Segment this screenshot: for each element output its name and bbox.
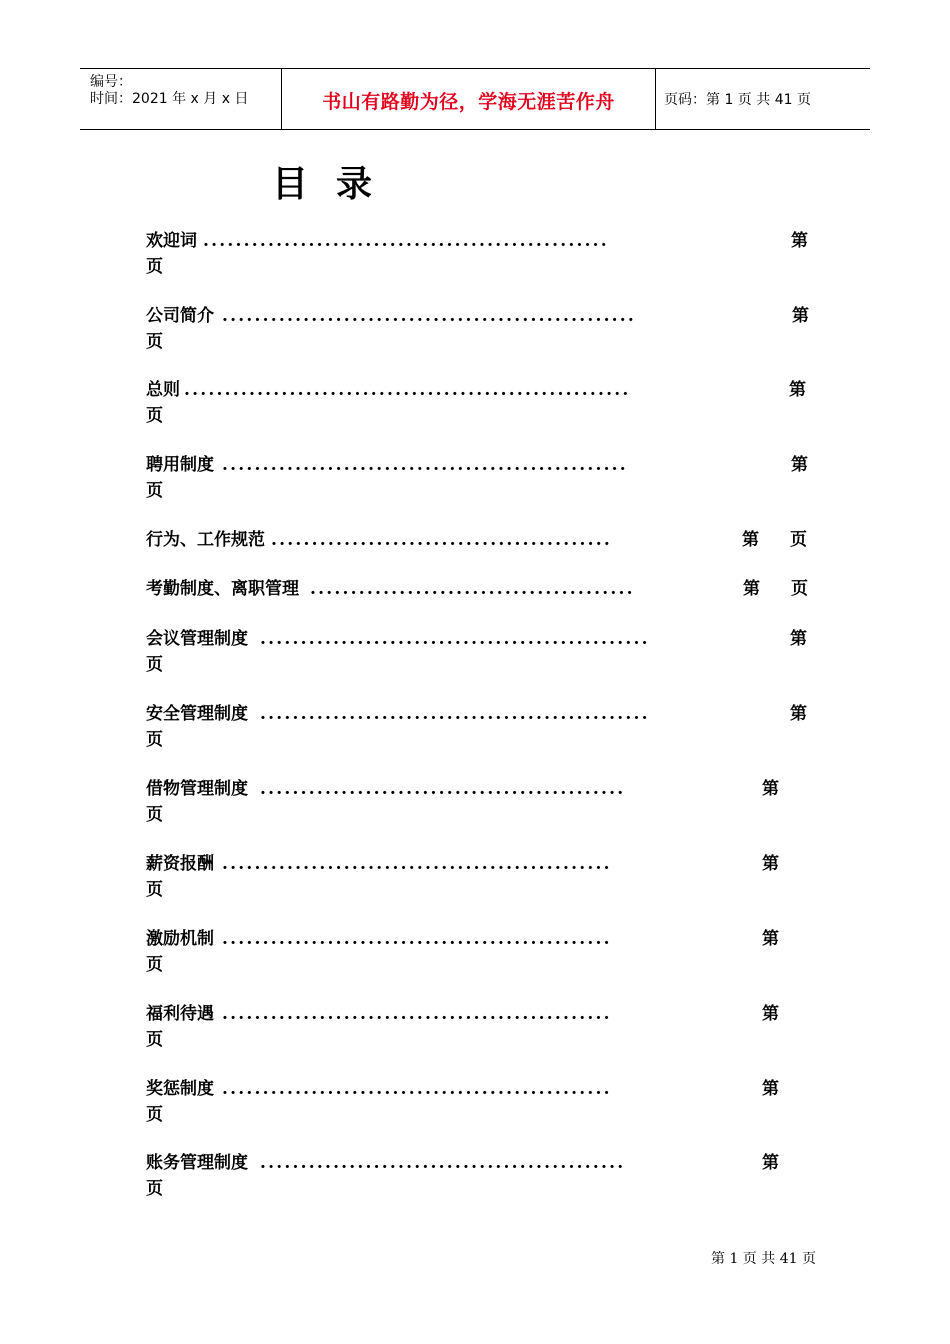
toc-entry[interactable] (146, 701, 826, 753)
toc-leader-dots: ................................................... (222, 306, 637, 326)
toc-entry-line (146, 776, 826, 802)
toc-page-suffix: 页 (146, 406, 163, 426)
toc-entry-continuation (146, 952, 826, 978)
header-info-cell (80, 69, 281, 129)
toc-entry-continuation (146, 802, 826, 828)
toc-entry-label: 借物管理制度 (146, 779, 248, 799)
toc-entry-label: 公司简介 (146, 306, 214, 326)
toc-leader-dots: ................................................ (222, 929, 612, 949)
toc-entry-line (146, 851, 826, 877)
toc-leader-dots: ................................................ (222, 1004, 612, 1024)
toc-page-suffix: 页 (146, 805, 163, 825)
toc-page-word: 第 (762, 779, 779, 799)
header-page-cell (655, 69, 870, 129)
toc-leader-dots: ............................................. (260, 779, 626, 799)
toc-leader-dots: ................................................ (260, 704, 650, 724)
toc-page-suffix: 页 (146, 655, 163, 675)
toc-entry-continuation (146, 403, 826, 429)
toc-entry[interactable] (146, 1001, 826, 1053)
toc-entry-line (146, 1150, 826, 1176)
toc-entry-continuation (146, 1027, 826, 1053)
toc-page-word: 第 (791, 231, 808, 251)
toc-entry[interactable] (146, 527, 826, 553)
toc-page-word: 第 (790, 704, 807, 724)
toc-entry[interactable] (146, 1150, 826, 1202)
toc-entry-continuation (146, 727, 826, 753)
toc-entry-continuation (146, 1176, 826, 1202)
toc-entry[interactable] (146, 626, 826, 678)
toc-page-suffix: 页 (146, 481, 163, 501)
toc-leader-dots: ................................................ (222, 1079, 612, 1099)
toc-page-suffix: 页 (146, 257, 163, 277)
toc-page-word: 第 (791, 455, 808, 475)
toc-entry-label: 聘用制度 (146, 455, 214, 475)
toc-entry-label: 奖惩制度 (146, 1079, 214, 1099)
toc-page-word: 第 (790, 629, 807, 649)
toc-leader-dots: .................................................. (203, 231, 609, 251)
toc-page-word: 第 (762, 929, 779, 949)
toc-entry-line (146, 1001, 826, 1027)
toc-page-suffix: 页 (146, 880, 163, 900)
header-page-info: 页码：第 1 页 共 41 页 (664, 92, 811, 108)
toc-page-suffix: 页 (146, 1105, 163, 1125)
header-motto: 书山有路勤为径，学海无涯苦作舟 (322, 91, 615, 113)
toc-page-word: 第 (762, 1004, 779, 1024)
toc-entry-label: 考勤制度、离职管理 (146, 579, 299, 599)
toc-entry-label: 薪资报酬 (146, 854, 214, 874)
toc-entry-line (146, 303, 826, 329)
toc-page-word: 第 (762, 1153, 779, 1173)
toc-entry[interactable] (146, 377, 826, 429)
toc-entry-line (146, 228, 826, 254)
toc-entry-line (146, 626, 826, 652)
toc-leader-dots: ................................................ (222, 854, 612, 874)
toc-entry[interactable] (146, 303, 826, 355)
toc-entry-label: 欢迎词 (146, 231, 197, 251)
toc-entry-continuation (146, 254, 826, 280)
toc-entry-label: 激励机制 (146, 929, 214, 949)
toc-page-word: 第 (789, 380, 806, 400)
document-number-label: 编号： (90, 74, 132, 90)
toc-leader-dots: .................................................. (222, 455, 628, 475)
toc-entry-label: 福利待遇 (146, 1004, 214, 1024)
toc-entry[interactable] (146, 576, 826, 602)
toc-leader-dots: ................................................ (260, 629, 650, 649)
toc-page-suffix: 页 (146, 1030, 163, 1050)
toc-page-word: 第 (792, 306, 809, 326)
toc-leader-dots: ....................................................... (184, 380, 631, 400)
toc-entry-label: 会议管理制度 (146, 629, 248, 649)
header-motto-cell (281, 69, 656, 129)
page-header (80, 68, 870, 130)
toc-entry[interactable] (146, 926, 826, 978)
toc-page-word: 第 (743, 579, 760, 599)
page-title: 目录 (272, 164, 401, 205)
toc-page-suffix: 页 (146, 1179, 163, 1199)
toc-entry-line (146, 377, 826, 403)
toc-leader-dots: .......................................... (271, 530, 612, 550)
toc-entry-label: 安全管理制度 (146, 704, 248, 724)
toc-entry-label: 账务管理制度 (146, 1153, 248, 1173)
toc-entry-continuation (146, 652, 826, 678)
document-time-label: 时间：2021 年 x 月 x 日 (90, 91, 249, 107)
toc-entry-line (146, 926, 826, 952)
toc-entry-line (146, 576, 826, 602)
toc-entry-line (146, 701, 826, 727)
toc-page-suffix: 页 (146, 332, 163, 352)
toc-entry-label: 总则 (146, 380, 180, 400)
toc-entry-continuation (146, 478, 826, 504)
toc-page-word: 第 (762, 854, 779, 874)
toc-entry-line (146, 452, 826, 478)
toc-page-suffix: 页 (146, 955, 163, 975)
toc-entry-line (146, 1076, 826, 1102)
toc-page-word: 第 (742, 530, 759, 550)
toc-entry[interactable] (146, 452, 826, 504)
toc-entry-continuation (146, 1102, 826, 1128)
toc-entry-continuation (146, 877, 826, 903)
toc-entry-continuation (146, 329, 826, 355)
toc-page-word: 第 (762, 1079, 779, 1099)
toc-entry[interactable] (146, 228, 826, 280)
toc-page-suffix: 页 (791, 579, 808, 599)
toc-entry-label: 行为、工作规范 (146, 530, 265, 550)
toc-entry[interactable] (146, 1076, 826, 1128)
page-footer: 第 1 页 共 41 页 (711, 1251, 816, 1267)
toc-entry[interactable] (146, 851, 826, 903)
toc-page-suffix: 页 (146, 730, 163, 750)
toc-entry-line (146, 527, 826, 553)
toc-leader-dots: ............................................. (260, 1153, 626, 1173)
toc-entry[interactable] (146, 776, 826, 828)
toc-page-suffix: 页 (790, 530, 807, 550)
toc-leader-dots: ........................................ (310, 579, 635, 599)
